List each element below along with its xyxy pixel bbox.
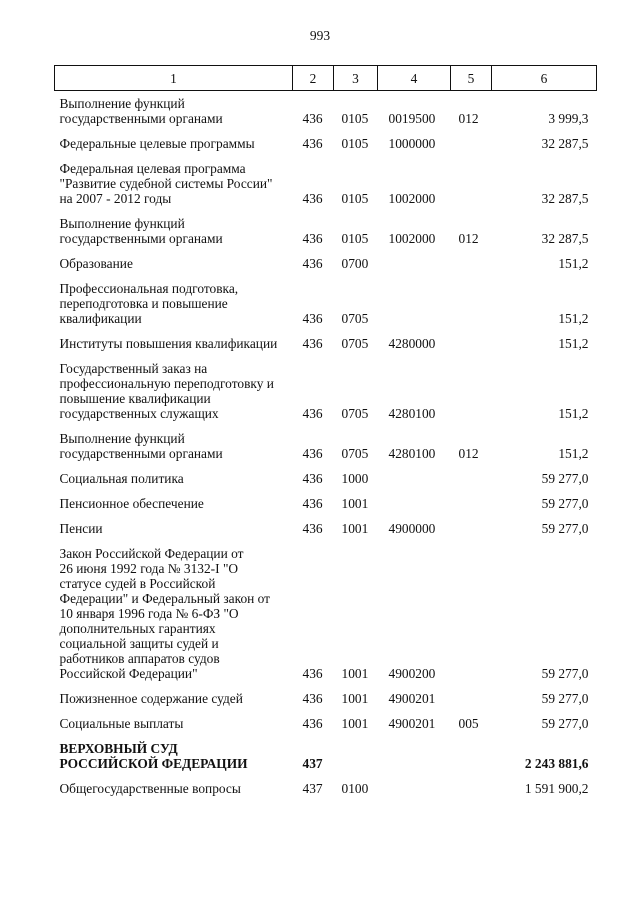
section-code: 0105 [341, 191, 369, 206]
amount: 32 287,5 [541, 136, 589, 151]
ministry-code: 436 [302, 446, 323, 461]
item-name-line: 10 января 1996 года № 6-ФЗ "О [59, 606, 239, 621]
amount: 151,2 [558, 446, 589, 461]
item-name-line: Федерации" и Федеральный закон от [59, 591, 271, 606]
table-row [55, 326, 597, 351]
target-article-code: 4280100 [388, 446, 436, 461]
item-name-line: Пожизненное содержание судей [59, 691, 243, 706]
expense-type-code [451, 461, 492, 486]
ministry-code: 437 [302, 756, 323, 771]
amount: 59 277,0 [541, 496, 589, 511]
item-name [55, 246, 293, 271]
item-name-line: статусе судей в Российской [59, 576, 216, 591]
section-code: 1001 [341, 521, 369, 536]
item-name-line: Выполнение функций [59, 216, 185, 231]
section-code [334, 731, 378, 771]
ministry-code: 436 [302, 666, 323, 681]
item-name-line: Пенсии [59, 521, 103, 536]
table-row [55, 126, 597, 151]
item-name [55, 151, 293, 206]
ministry-code: 436 [302, 406, 323, 421]
table-row [55, 706, 597, 731]
item-name-line: квалификации [59, 311, 142, 326]
table-row [55, 91, 597, 127]
amount: 151,2 [558, 256, 589, 271]
target-article-code: 4280100 [388, 406, 436, 421]
item-name-line: социальной защиты судей и [59, 636, 219, 651]
header-row [55, 66, 597, 91]
section-code: 1001 [341, 496, 369, 511]
expense-type-code [451, 771, 492, 796]
item-name [55, 91, 293, 127]
amount: 151,2 [558, 336, 589, 351]
ministry-code: 436 [302, 471, 323, 486]
column-header-4: 4 [378, 66, 451, 91]
column-header-3: 3 [334, 66, 378, 91]
column-header-1: 1 [55, 66, 293, 91]
section-code: 1001 [341, 666, 369, 681]
target-article-code: 1002000 [388, 231, 436, 246]
item-name [55, 326, 293, 351]
section-code: 0705 [341, 336, 369, 351]
item-name-line: 26 июня 1992 года № 3132-I "О [59, 561, 239, 576]
item-name [55, 486, 293, 511]
expense-type-code [451, 126, 492, 151]
item-name-line: Институты повышения квалификации [59, 336, 278, 351]
item-name-line: Общегосударственные вопросы [59, 781, 241, 796]
item-name [55, 461, 293, 486]
section-code: 0105 [341, 231, 369, 246]
page-number: 993 [309, 28, 331, 43]
item-name-line: государственными органами [59, 231, 223, 246]
item-name-line: Выполнение функций [59, 431, 185, 446]
target-article-code: 1002000 [388, 191, 436, 206]
ministry-code: 436 [302, 691, 323, 706]
item-name-line: дополнительных гарантиях [59, 621, 216, 636]
table-row [55, 271, 597, 326]
amount: 32 287,5 [541, 191, 589, 206]
ministry-code: 436 [302, 231, 323, 246]
ministry-code: 436 [302, 716, 323, 731]
table-row [55, 351, 597, 421]
expense-type-code: 005 [458, 716, 479, 731]
target-article-code [378, 461, 451, 486]
item-name-line: повышение квалификации [59, 391, 211, 406]
expense-type-code [451, 681, 492, 706]
item-name [55, 421, 293, 461]
amount: 59 277,0 [541, 666, 589, 681]
table-row [55, 536, 597, 681]
expense-type-code [451, 326, 492, 351]
section-code: 0100 [341, 781, 369, 796]
item-name [55, 511, 293, 536]
item-name-line: Федеральная целевая программа [59, 161, 246, 176]
ministry-code: 436 [302, 521, 323, 536]
expense-type-code [451, 351, 492, 421]
column-header-6: 6 [492, 66, 597, 91]
target-article-code: 4900201 [388, 691, 436, 706]
item-name [55, 126, 293, 151]
expense-type-code [451, 271, 492, 326]
amount: 1 591 900,2 [524, 781, 589, 796]
ministry-code: 437 [302, 781, 323, 796]
ministry-code: 436 [302, 191, 323, 206]
ministry-code: 436 [302, 336, 323, 351]
item-name-line: Социальные выплаты [59, 716, 184, 731]
expense-type-code: 012 [458, 231, 479, 246]
item-name-line: Закон Российской Федерации от [59, 546, 244, 561]
item-name-line: ВЕРХОВНЫЙ СУД [59, 741, 178, 756]
item-name [55, 351, 293, 421]
target-article-code: 0019500 [388, 111, 436, 126]
section-code: 0705 [341, 446, 369, 461]
item-name-line: государственных служащих [59, 406, 219, 421]
item-name [55, 731, 293, 771]
expense-type-code [451, 246, 492, 271]
item-name-line: государственными органами [59, 111, 223, 126]
target-article-code [378, 246, 451, 271]
amount: 3 999,3 [548, 111, 589, 126]
target-article-code [378, 731, 451, 771]
section-code: 0105 [341, 111, 369, 126]
ministry-code: 436 [302, 111, 323, 126]
item-name [55, 271, 293, 326]
section-code: 0105 [341, 136, 369, 151]
item-name-line: "Развитие судебной системы России" [59, 176, 273, 191]
section-code: 0705 [341, 311, 369, 326]
column-header-5: 5 [451, 66, 492, 91]
item-name-line: работников аппаратов судов [59, 651, 220, 666]
expense-type-code: 012 [458, 446, 479, 461]
table-body [55, 91, 597, 797]
amount: 151,2 [558, 311, 589, 326]
table-row [55, 486, 597, 511]
budget-table [54, 65, 597, 796]
target-article-code: 4900201 [388, 716, 436, 731]
target-article-code: 4280000 [388, 336, 436, 351]
amount: 59 277,0 [541, 691, 589, 706]
item-name [55, 206, 293, 246]
section-code: 1001 [341, 691, 369, 706]
item-name [55, 681, 293, 706]
expense-type-code [451, 731, 492, 771]
item-name [55, 771, 293, 796]
item-name-line: Государственный заказ на [59, 361, 208, 376]
table-row [55, 246, 597, 271]
table-row [55, 206, 597, 246]
item-name-line: Федеральные целевые программы [59, 136, 255, 151]
target-article-code: 4900000 [388, 521, 436, 536]
item-name-line: Социальная политика [59, 471, 184, 486]
target-article-code: 4900200 [388, 666, 436, 681]
table-row [55, 681, 597, 706]
column-header-2: 2 [293, 66, 334, 91]
target-article-code [378, 271, 451, 326]
section-code: 0700 [341, 256, 369, 271]
expense-type-code [451, 536, 492, 681]
item-name-line: Российской Федерации" [59, 666, 198, 681]
item-name-line: Образование [59, 256, 133, 271]
item-name-line: профессиональную переподготовку и [59, 376, 274, 391]
target-article-code [378, 771, 451, 796]
amount: 59 277,0 [541, 471, 589, 486]
table-row [55, 511, 597, 536]
amount: 32 287,5 [541, 231, 589, 246]
item-name [55, 536, 293, 681]
expense-type-code [451, 486, 492, 511]
item-name-line: Выполнение функций [59, 96, 185, 111]
ministry-code: 436 [302, 136, 323, 151]
amount: 59 277,0 [541, 521, 589, 536]
item-name-line: РОССИЙСКОЙ ФЕДЕРАЦИИ [59, 756, 248, 771]
expense-type-code [451, 511, 492, 536]
amount: 151,2 [558, 406, 589, 421]
item-name-line: Пенсионное обеспечение [59, 496, 204, 511]
item-name-line: государственными органами [59, 446, 223, 461]
section-code: 0705 [341, 406, 369, 421]
expense-type-code [451, 151, 492, 206]
table-row [55, 151, 597, 206]
table-row [55, 731, 597, 771]
expense-type-code: 012 [458, 111, 479, 126]
item-name-line: Профессиональная подготовка, [59, 281, 239, 296]
ministry-code: 436 [302, 496, 323, 511]
ministry-code: 436 [302, 256, 323, 271]
section-code: 1001 [341, 716, 369, 731]
item-name [55, 706, 293, 731]
item-name-line: на 2007 - 2012 годы [59, 191, 172, 206]
target-article-code [378, 486, 451, 511]
ministry-code: 436 [302, 311, 323, 326]
amount: 2 243 881,6 [524, 756, 589, 771]
table-row [55, 421, 597, 461]
target-article-code: 1000000 [388, 136, 436, 151]
amount: 59 277,0 [541, 716, 589, 731]
table-row [55, 771, 597, 796]
section-code: 1000 [341, 471, 369, 486]
item-name-line: переподготовка и повышение [59, 296, 228, 311]
table-row [55, 461, 597, 486]
